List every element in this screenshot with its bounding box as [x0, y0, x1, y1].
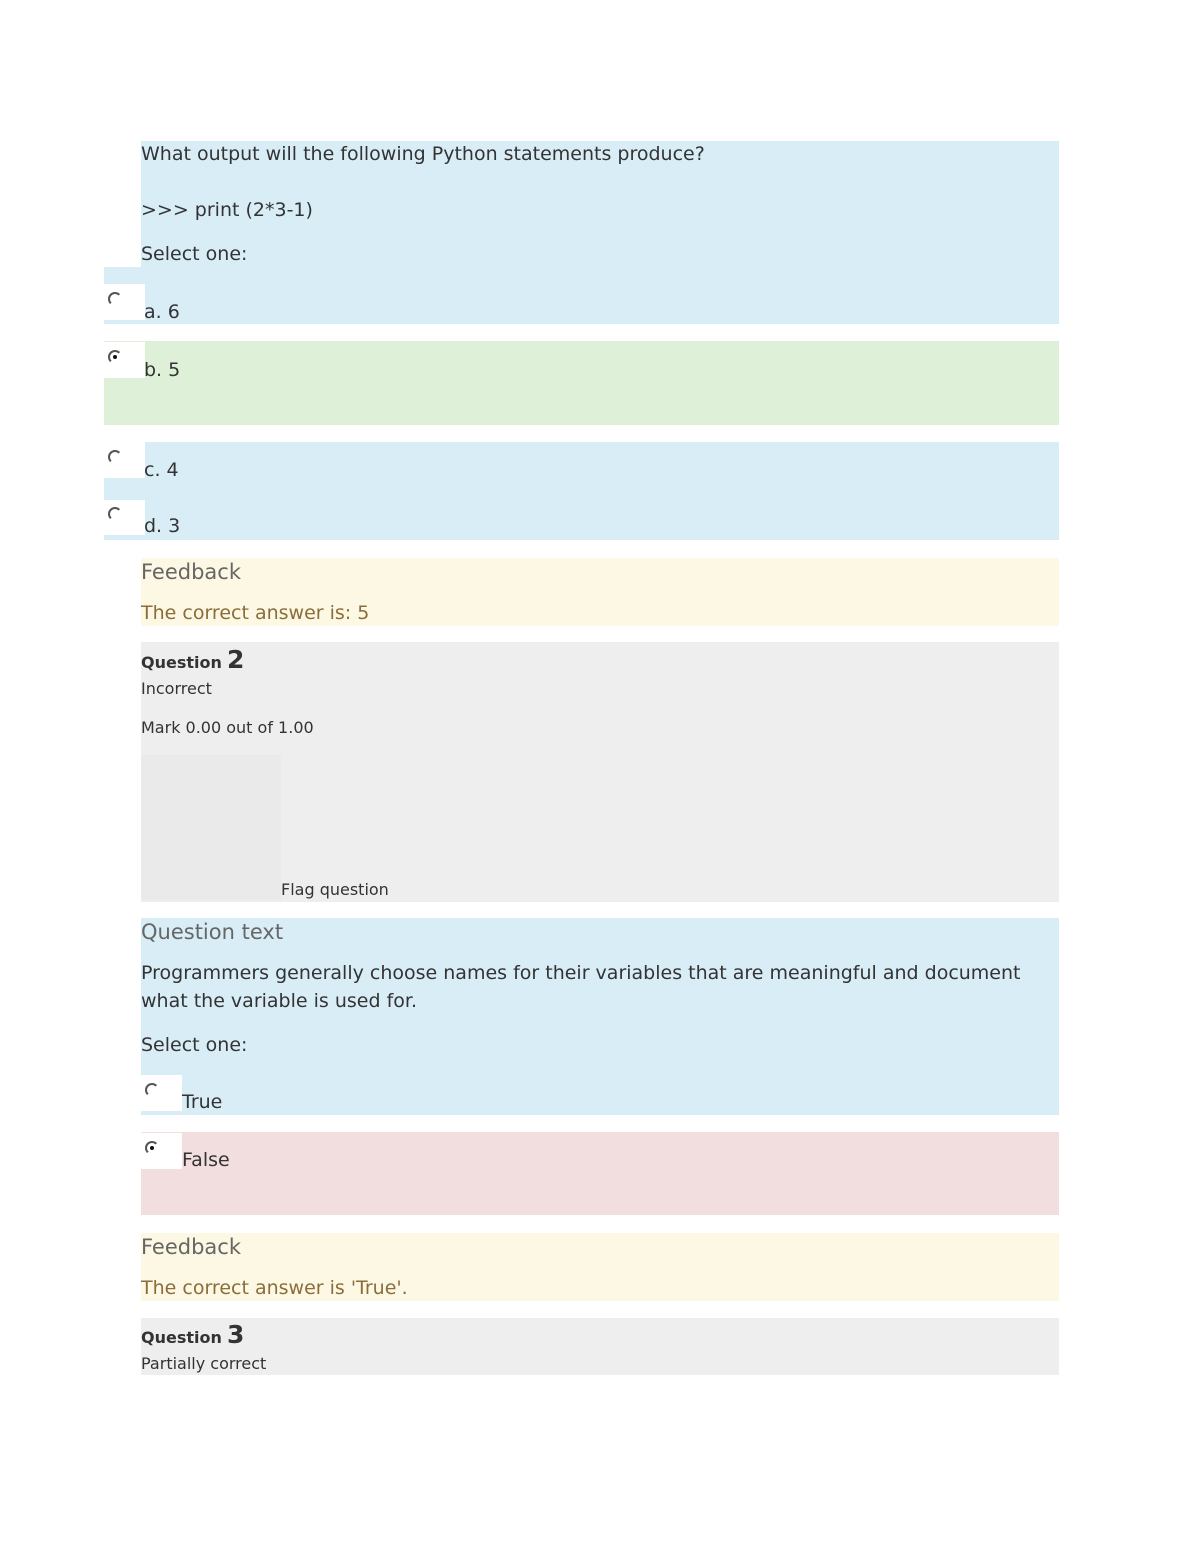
radio-checked-icon [108, 350, 122, 364]
q2-option-false-radio[interactable] [141, 1133, 182, 1169]
q2-feedback-text: The correct answer is 'True'. [141, 1277, 408, 1299]
q2-state: Incorrect [141, 679, 212, 698]
q2-flag-question[interactable]: Flag question [281, 880, 389, 899]
q1-option-d-label[interactable]: d. 3 [144, 515, 181, 537]
q2-option-false-row [141, 1132, 1059, 1215]
q2-heading [141, 645, 244, 674]
q3-question-number: 3 [226, 1320, 245, 1349]
radio-unchecked-icon [108, 450, 122, 464]
q1-option-b-row [104, 341, 1059, 425]
q2-question-label: Question [141, 653, 222, 672]
q1-option-c-radio[interactable] [104, 442, 145, 478]
q2-question-number: 2 [226, 645, 245, 674]
q1-code: >>> print (2*3-1) [141, 199, 313, 221]
q1-option-b-label[interactable]: b. 5 [144, 359, 181, 381]
q1-feedback-text: The correct answer is: 5 [141, 602, 370, 624]
q2-question-text-heading: Question text [141, 920, 284, 944]
q1-option-c-label[interactable]: c. 4 [144, 459, 179, 481]
q1-select-label: Select one: [141, 243, 248, 265]
q2-select-label: Select one: [141, 1034, 248, 1056]
q1-option-c-strip [104, 478, 145, 500]
q1-option-b-radio[interactable] [104, 342, 145, 378]
q2-prompt-line2: what the variable is used for. [141, 990, 417, 1012]
radio-unchecked-icon [145, 1083, 159, 1097]
q2-content-panel [141, 918, 1059, 1115]
q3-state: Partially correct [141, 1354, 267, 1373]
q2-option-false-label[interactable]: False [182, 1149, 230, 1171]
q1-option-a-radio[interactable] [104, 284, 145, 320]
q2-feedback-title: Feedback [141, 1235, 242, 1259]
radio-checked-icon [145, 1141, 159, 1155]
q1-option-a-label[interactable]: a. 6 [144, 301, 180, 323]
q2-option-true-label[interactable]: True [182, 1091, 223, 1113]
q1-content-panel [141, 141, 1059, 324]
radio-unchecked-icon [108, 292, 122, 306]
q3-heading [141, 1320, 244, 1349]
q1-feedback-title: Feedback [141, 560, 242, 584]
radio-unchecked-icon [108, 507, 122, 521]
q1-option-d-strip [104, 535, 145, 540]
q2-prompt-line1: Programmers generally choose names for their variables that are meaningful and document [141, 962, 1021, 984]
q2-option-true-radio[interactable] [141, 1075, 182, 1111]
q3-info-panel [141, 1318, 1059, 1375]
q2-mark: Mark 0.00 out of 1.00 [141, 718, 314, 737]
q3-question-label: Question [141, 1328, 222, 1347]
q1-prompt: What output will the following Python statements produce? [141, 143, 705, 165]
flag-icon[interactable] [141, 755, 281, 900]
q1-options-cd-panel [145, 442, 1059, 540]
q1-option-d-radio[interactable] [104, 500, 145, 535]
